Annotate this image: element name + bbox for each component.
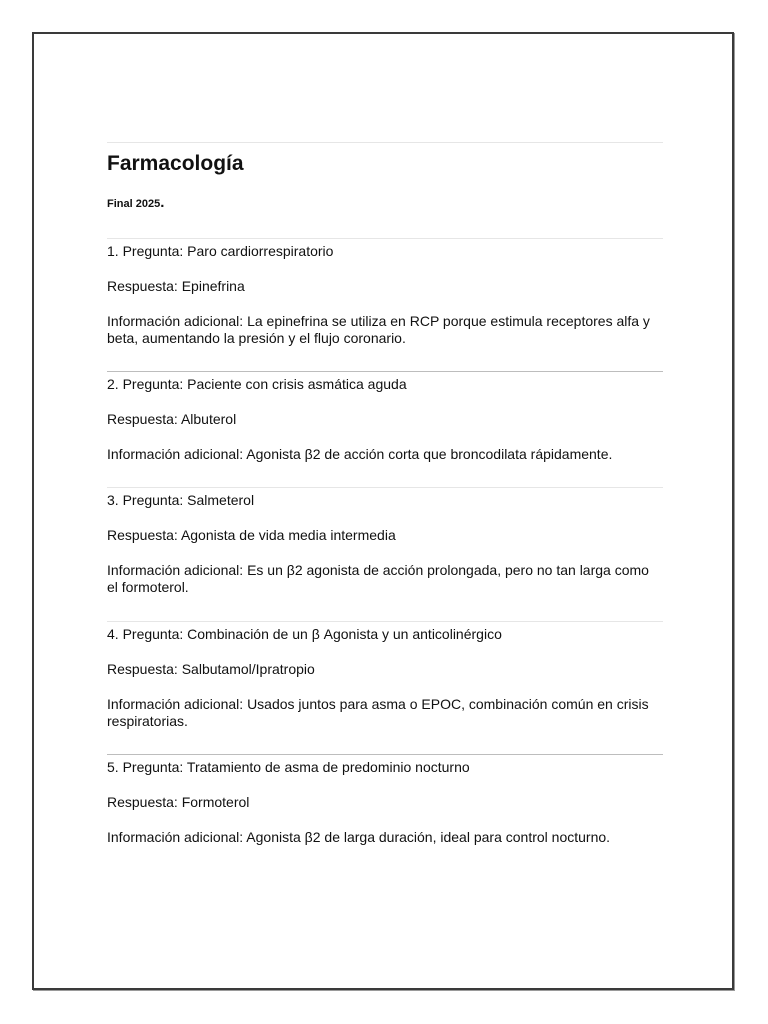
divider (107, 238, 663, 239)
divider (107, 487, 663, 488)
qa-entry-1 (107, 243, 663, 347)
divider (107, 621, 663, 622)
qa-entry-5 (107, 759, 663, 846)
question-5: 5. Pregunta: Tratamiento de asma de predominio nocturno (107, 759, 470, 775)
divider (107, 754, 663, 755)
question-1: 1. Pregunta: Paro cardiorrespiratorio (107, 243, 334, 259)
document-title: Farmacología (107, 152, 244, 175)
answer-5: Respuesta: Formoterol (107, 794, 250, 810)
info-1: Información adicional: La epinefrina se utiliza en RCP porque estimula receptores alfa y beta, aumentando la presión y el flujo coronario. (107, 313, 650, 346)
answer-1: Respuesta: Epinefrina (107, 278, 245, 294)
answer-2: Respuesta: Albuterol (107, 411, 237, 427)
qa-entry-2 (107, 376, 663, 463)
document-page (32, 32, 734, 990)
question-4: 4. Pregunta: Combinación de un β Agonista y un anticolinérgico (107, 626, 502, 642)
qa-entry-3 (107, 492, 663, 596)
document-content (107, 142, 663, 846)
info-2: Información adicional: Agonista β2 de acción corta que broncodilata rápidamente. (107, 446, 613, 462)
question-3: 3. Pregunta: Salmeterol (107, 492, 255, 508)
top-divider (107, 142, 663, 143)
subtitle-text: Final 2025 (107, 198, 161, 210)
answer-4: Respuesta: Salbutamol/Ipratropio (107, 661, 315, 677)
qa-entry-4 (107, 626, 663, 730)
info-4: Información adicional: Usados juntos para asma o EPOC, combinación común en crisis respiratorias. (107, 696, 649, 729)
divider (107, 371, 663, 372)
info-5: Información adicional: Agonista β2 de larga duración, ideal para control nocturno. (107, 829, 611, 845)
subtitle-period: . (160, 194, 165, 211)
info-3: Información adicional: Es un β2 agonista de acción prolongada, pero no tan larga como el formoterol. (107, 562, 649, 595)
answer-3: Respuesta: Agonista de vida media intermedia (107, 527, 396, 543)
document-subtitle (107, 195, 663, 212)
question-2: 2. Pregunta: Paciente con crisis asmática aguda (107, 376, 407, 392)
